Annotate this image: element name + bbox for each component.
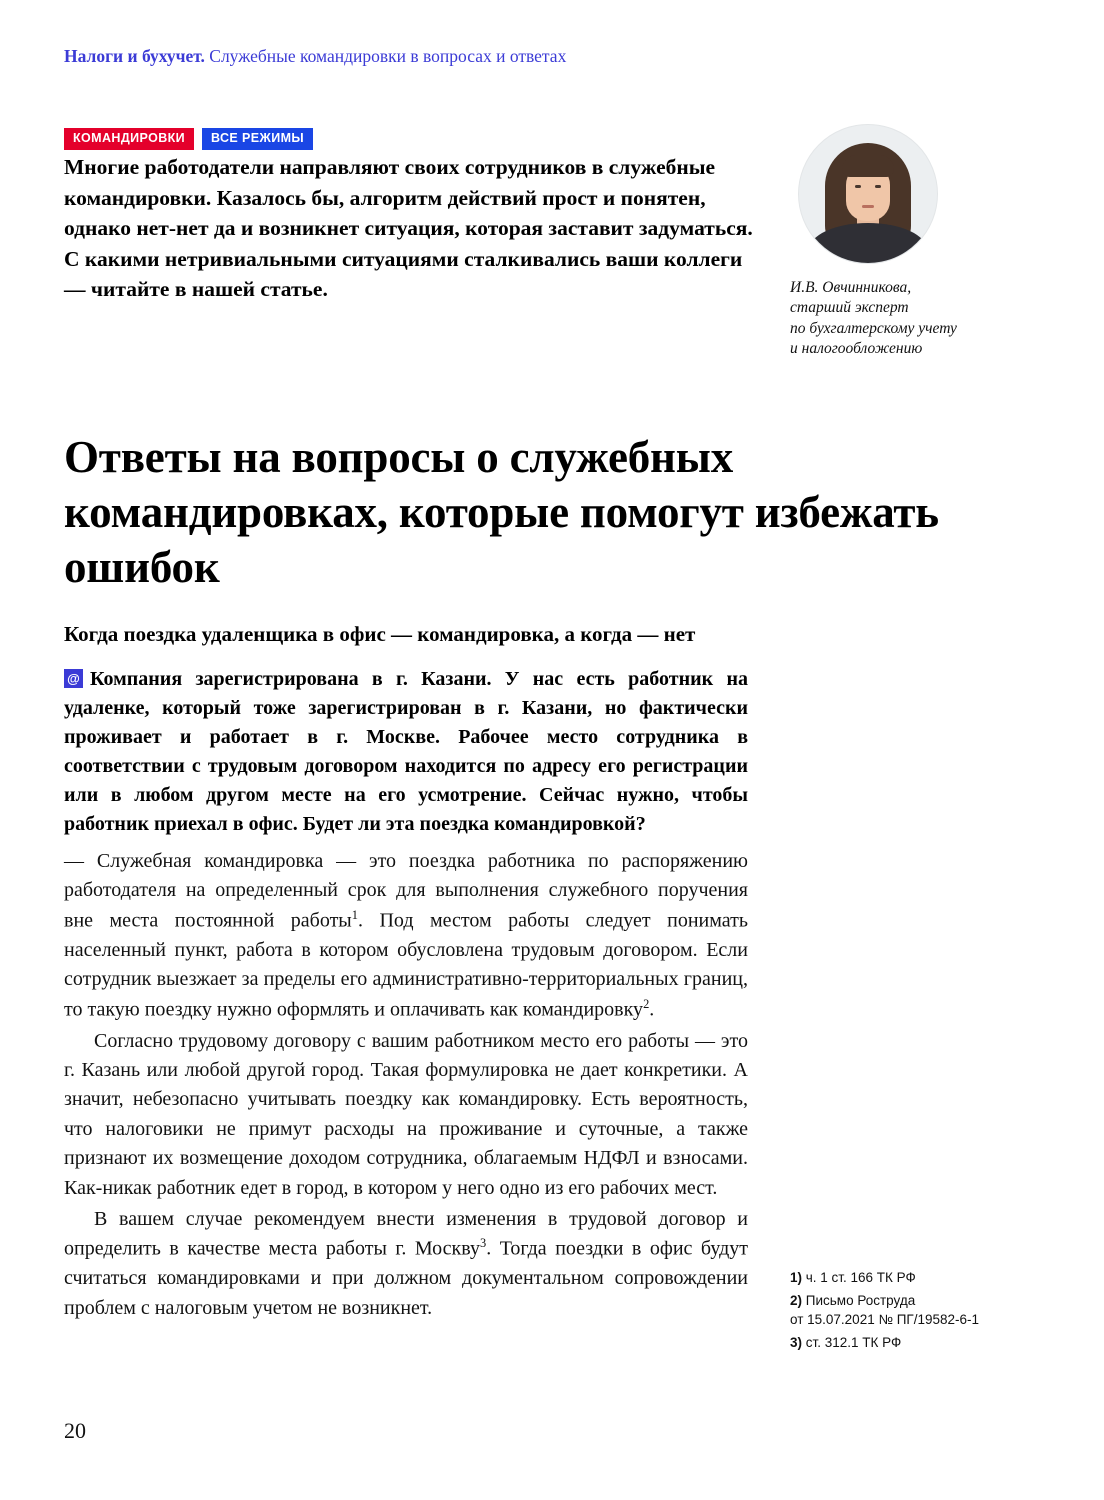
- email-icon: @: [64, 669, 83, 688]
- author-role-line-3: и налогообложению: [790, 340, 923, 358]
- article-body: [64, 620, 748, 1325]
- footnote-3-text: ст. 312.1 ТК РФ: [802, 1335, 902, 1351]
- avatar-eye-right: [875, 185, 881, 188]
- answer-p1-part-a: — Служебная командировка — это поездка работника по распоряжению работодателя на определенный срок для выполнения служебного поручения вне места постоянной работы: [64, 849, 748, 932]
- footnote-2: [790, 1291, 1040, 1330]
- author-name: И.В. Овчинникова,: [790, 279, 912, 296]
- section-subhead: Когда поездка удаленщика в офис — командировка, а когда — нет: [64, 622, 696, 646]
- author-role-line-1: старший эксперт: [790, 299, 909, 317]
- footnote-3: [790, 1333, 1040, 1353]
- lead-paragraph: Многие работодатели направляют своих сотрудников в служебные командировки. Казалось бы, алгоритм действий прост и понятен, однако нет-нет да и возникнет ситуация, которая заставит задуматься. С какими нетривиальными ситуациями сталкивались ваши коллеги — читайте в нашей статье.: [64, 155, 753, 302]
- footnote-ref-3: 3: [480, 1236, 487, 1251]
- footnote-ref-1: 1: [351, 907, 358, 922]
- running-head-rubric: Налоги и бухучет.: [64, 46, 205, 66]
- footnote-ref-2: 2: [643, 996, 650, 1011]
- page-title: Ответы на вопросы о служебных командировках, которые помогут избежать ошибок: [64, 432, 939, 592]
- avatar-fringe: [842, 155, 894, 177]
- footnote-3-num: 3): [790, 1335, 803, 1351]
- footnote-1-text: ч. 1 ст. 166 ТК РФ: [802, 1270, 916, 1285]
- tag-vse-rezhimy: ВСЕ РЕЖИМЫ: [202, 128, 313, 150]
- author-block: [790, 124, 1020, 360]
- tag-row: [64, 128, 313, 150]
- footnote-2-text: Письмо Роструда: [802, 1292, 916, 1308]
- footnote-1: [790, 1268, 1040, 1288]
- answer-p1-part-c: .: [649, 998, 655, 1021]
- author-caption: [790, 278, 1020, 360]
- reader-question-text: Компания зарегистрирована в г. Казани. У нас есть работник на удаленке, который тоже зарегистрирован в г. Казани, но фактически проживает и работает в г. Москве. Рабочее место сотрудника в соответствии с трудовым договором находится по адресу его регистрации или в любом другом месте на его усмотрение. Сейчас нужно, чтобы работник приехал в офис. Будет ли эта поездка командировкой?: [64, 667, 748, 835]
- answer-p3-part-b: . Тогда поездки в офис будут считаться командировками и при должном документальном сопровождении проблем с налоговым учетом не возникнет.: [64, 1238, 748, 1319]
- tag-komandirovki: КОМАНДИРОВКИ: [64, 128, 194, 150]
- avatar-mouth: [862, 205, 874, 208]
- reader-question: [64, 665, 748, 839]
- author-role-line-2: по бухгалтерскому учету: [790, 319, 957, 337]
- running-head: [64, 46, 1024, 67]
- avatar: [798, 124, 938, 264]
- avatar-eye-left: [855, 185, 861, 188]
- answer-p3-part-a: В вашем случае рекомендуем внести изменения в трудовой договор и определить в качестве места работы г. Москву: [64, 1207, 748, 1261]
- answer-paragraph-3: [64, 1205, 748, 1323]
- footnote-1-num: 1): [790, 1270, 803, 1285]
- page-number: 20: [64, 1418, 86, 1443]
- footnotes: [790, 1268, 1040, 1356]
- answer-paragraph-2: Согласно трудовому договору с вашим работником место его работы — это г. Казань или любой другой город. Такая формулировка не дает конкретики. А значит, небезопасно учитывать поездку как командировку. Есть вероятность, что налоговики не примут расходы на проживание и суточные, а также признают их возмещение доходом сотрудника, облагаемым НДФЛ и взносами. Как-никак работник едет в город, в котором у него одно из его рабочих мест.: [64, 1029, 748, 1199]
- answer-p1-part-b: . Под местом работы следует понимать населенный пункт, работа в котором обусловлена трудовым договором. Если сотрудник выезжает за пределы его административно-территориальных границ, то такую поездку нужно оформлять и оплачивать как командировку: [64, 909, 748, 1021]
- running-head-subject: Служебные командировки в вопросах и ответах: [209, 46, 567, 66]
- answer-paragraph-1: [64, 847, 748, 1025]
- footnote-2-text-line-2: от 15.07.2021 № ПГ/19582-6-1: [790, 1312, 980, 1328]
- footnote-2-num: 2): [790, 1292, 803, 1308]
